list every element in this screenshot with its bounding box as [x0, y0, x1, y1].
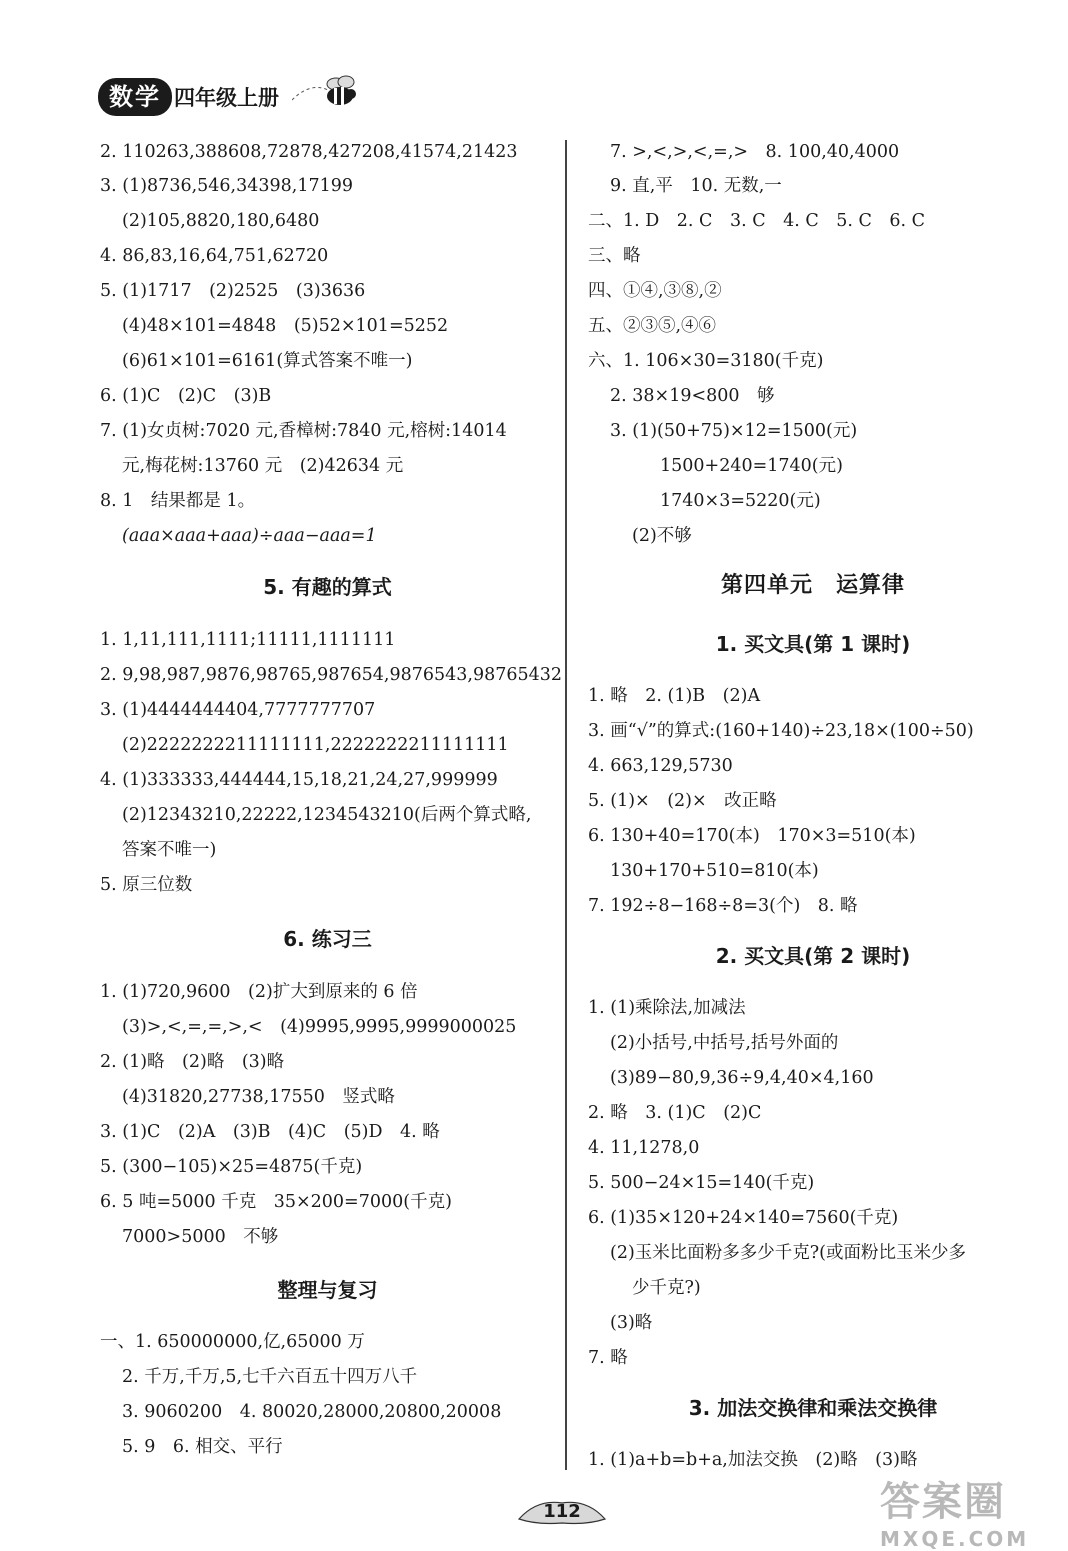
answer-line: 4. 663,129,5730	[588, 756, 733, 776]
answer-line: 7000>5000 不够	[122, 1227, 279, 1247]
answer-line: 1. 1,11,111,1111;11111,1111111	[100, 630, 396, 650]
answer-line: 3. (1)8736,546,34398,17199	[100, 176, 354, 196]
answer-line: (2)2222222211111111,2222222211111111	[122, 735, 509, 755]
answer-line: 2. 110263,388608,72878,427208,41574,21423	[100, 142, 518, 162]
answer-line: 三、略	[588, 246, 641, 266]
answer-line: 7. >,<,>,<,=,> 8. 100,40,4000	[610, 142, 900, 162]
section-heading: 2. 买文具(第 2 课时)	[715, 944, 911, 968]
answer-line: 3. (1)(50+75)×12=1500(元)	[610, 421, 858, 441]
grade-title: 四年级上册	[174, 86, 279, 110]
answer-line: 2. 38×19<800 够	[610, 386, 775, 406]
answer-line: 1. (1)a+b=b+a,加法交换 (2)略 (3)略	[588, 1450, 918, 1470]
answer-line: 7. (1)女贞树:7020 元,香樟树:7840 元,榕树:14014	[100, 421, 507, 441]
section-heading: 6. 练习三	[283, 927, 372, 951]
page-header	[96, 72, 376, 122]
answer-line: 1. 略 2. (1)B (2)A	[588, 686, 761, 706]
bee-icon	[292, 72, 362, 116]
answer-line: (2)不够	[632, 526, 692, 546]
answer-line: 5. 原三位数	[100, 875, 193, 895]
answer-line: (3)89−80,9,36÷9,4,40×4,160	[610, 1068, 874, 1088]
answer-line: (3)>,<,=,=,>,< (4)9995,9995,9999000025	[122, 1017, 517, 1037]
answer-line: 2. 千万,千万,5,七千六百五十四万八千	[122, 1367, 418, 1387]
answer-line: 1500+240=1740(元)	[660, 456, 843, 476]
answer-line: 4. 11,1278,0	[588, 1138, 700, 1158]
answer-line: 5. 500−24×15=140(千克)	[588, 1173, 815, 1193]
answer-line: 元,梅花树:13760 元 (2)42634 元	[122, 456, 404, 476]
answer-line: 2. 略 3. (1)C (2)C	[588, 1103, 762, 1123]
subject-badge: 数学	[98, 78, 172, 116]
answer-line: 二、1. D 2. C 3. C 4. C 5. C 6. C	[588, 211, 926, 231]
answer-line: 少千克?)	[632, 1278, 701, 1298]
answer-line: 2. 9,98,987,9876,98765,987654,9876543,98765432	[100, 665, 563, 685]
answer-line: 3. 画“√”的算式:(160+140)÷23,18×(100÷50)	[588, 721, 974, 741]
answer-line: 六、1. 106×30=3180(千克)	[588, 351, 824, 371]
answer-line: (2)玉米比面粉多多少千克?(或面粉比玉米少多	[610, 1243, 966, 1263]
answer-line: (2)12343210,22222,1234543210(后两个算式略,	[122, 805, 532, 825]
watermark	[880, 1470, 1029, 1551]
answer-line: 4. (1)333333,444444,15,18,21,24,27,999999	[100, 770, 498, 790]
watermark-top: 答案圈	[880, 1479, 1006, 1525]
answer-line: (4)31820,27738,17550 竖式略	[122, 1087, 395, 1107]
answer-line: 7. 192÷8−168÷8=3(个) 8. 略	[588, 896, 858, 916]
answer-line: 3. (1)4444444404,7777777707	[100, 700, 376, 720]
answer-line: (2)105,8820,180,6480	[122, 211, 320, 231]
answer-line: 5. (1)× (2)× 改正略	[588, 791, 777, 811]
column-divider	[565, 140, 567, 1470]
answer-line: (2)小括号,中括号,括号外面的	[610, 1033, 839, 1053]
section-heading: 1. 买文具(第 1 课时)	[715, 632, 911, 656]
watermark-bottom: MXQE.COM	[880, 1527, 1030, 1551]
answer-line: 5. (300−105)×25=4875(千克)	[100, 1157, 363, 1177]
answer-line: 答案不唯一)	[122, 840, 217, 860]
answer-line: 五、②③⑤,④⑥	[588, 316, 717, 336]
answer-line: 3. 9060200 4. 80020,28000,20800,20008	[122, 1402, 502, 1422]
page-number-badge	[517, 1497, 607, 1527]
answer-line: 5. (1)1717 (2)2525 (3)3636	[100, 281, 366, 301]
answer-line: (6)61×101=6161(算式答案不唯一)	[122, 351, 413, 371]
answer-line: 6. 130+40=170(本) 170×3=510(本)	[588, 826, 916, 846]
answer-line: 一、1. 650000000,亿,65000 万	[100, 1332, 365, 1352]
answer-line: 7. 略	[588, 1348, 628, 1368]
answer-line: 1. (1)乘除法,加减法	[588, 998, 746, 1018]
section-heading: 5. 有趣的算式	[263, 575, 392, 599]
answer-line: 9. 直,平 10. 无数,一	[610, 176, 782, 196]
answer-line: 6. (1)35×120+24×140=7560(千克)	[588, 1208, 899, 1228]
answer-line: 1740×3=5220(元)	[660, 491, 821, 511]
answer-line: 6. (1)C (2)C (3)B	[100, 386, 272, 406]
answer-line: 5. 9 6. 相交、平行	[122, 1437, 283, 1457]
answer-line: 6. 5 吨=5000 千克 35×200=7000(千克)	[100, 1192, 452, 1212]
answer-line: 2. (1)略 (2)略 (3)略	[100, 1052, 285, 1072]
section-heading: 3. 加法交换律和乘法交换律	[688, 1396, 938, 1420]
answer-line: 1. (1)720,9600 (2)扩大到原来的 6 倍	[100, 982, 418, 1002]
answer-line: (aaa×aaa+aaa)÷aaa−aaa=1	[122, 526, 377, 546]
answer-line: 130+170+510=810(本)	[610, 861, 819, 881]
unit-heading: 第四单元 运算律	[720, 573, 905, 598]
section-heading: 整理与复习	[277, 1278, 378, 1302]
answer-line: 四、①④,③⑧,②	[588, 281, 722, 301]
answer-line: 3. (1)C (2)A (3)B (4)C (5)D 4. 略	[100, 1122, 440, 1142]
answer-line: 8. 1 结果都是 1。	[100, 491, 256, 511]
page-number: 112	[543, 1501, 581, 1522]
answer-line: 4. 86,83,16,64,751,62720	[100, 246, 329, 266]
answer-line: (3)略	[610, 1313, 653, 1333]
answer-line: (4)48×101=4848 (5)52×101=5252	[122, 316, 449, 336]
